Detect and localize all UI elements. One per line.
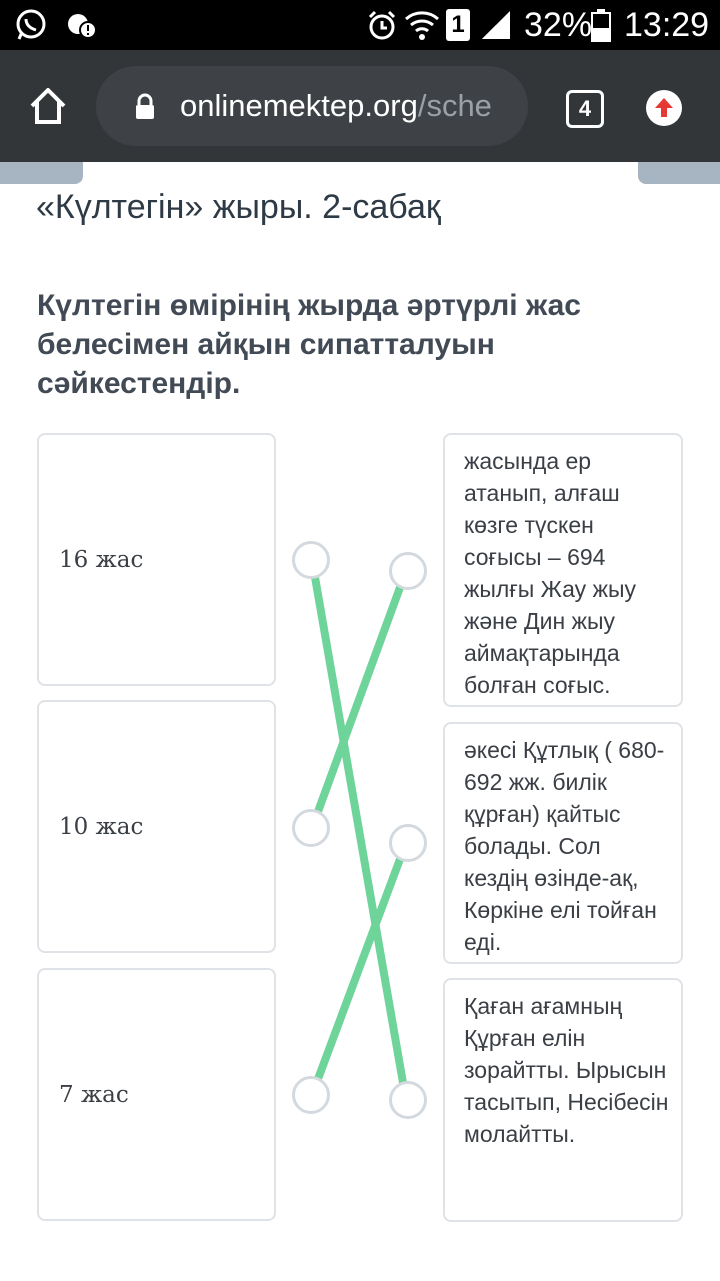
left-item-label: 10 жас (59, 813, 144, 840)
left-item-label: 16 жас (59, 546, 144, 573)
alarm-icon (366, 8, 398, 42)
battery-icon (590, 8, 612, 42)
right-connector-dot[interactable] (389, 552, 427, 590)
whatsapp-icon (14, 8, 48, 42)
nav-peek-left[interactable] (0, 162, 83, 184)
left-connector-dot[interactable] (292, 809, 330, 847)
connection-line-2 (312, 571, 406, 828)
left-item-label: 7 жас (59, 1081, 129, 1108)
wifi-icon (404, 8, 440, 42)
tab-switcher-button[interactable] (566, 90, 604, 128)
sim-icon: 1 (446, 9, 470, 41)
lock-icon (134, 93, 156, 126)
left-item-card[interactable] (37, 968, 276, 1221)
clock: 13:29 (624, 6, 710, 44)
right-item-card[interactable] (443, 722, 683, 964)
left-item-card[interactable] (37, 433, 276, 686)
battery-percent: 32% (524, 6, 593, 44)
right-item-text: жасында ер атанып, алғаш көзге түскен соғысы – 694 жылғы Жау жыу және Дин жыу аймақтарында болған соғыс. (464, 448, 636, 698)
home-icon (26, 84, 70, 128)
nav-peek-right[interactable] (638, 162, 720, 184)
right-item-card[interactable] (443, 978, 683, 1222)
url-text[interactable] (180, 86, 510, 126)
update-button[interactable] (646, 90, 682, 126)
left-item-card[interactable] (37, 700, 276, 953)
right-item-card[interactable] (443, 433, 683, 707)
right-item-text: Қаған ағамның Құрған елін зорайтты. Ырысын тасытып, Несібесін молайтты. (464, 993, 669, 1147)
right-connector-dot[interactable] (389, 824, 427, 862)
url-path: /sche (417, 88, 492, 123)
notification-alert-icon (64, 8, 98, 42)
left-connector-dot[interactable] (292, 541, 330, 579)
page-title: «Күлтегін» жыры. 2-сабақ (36, 188, 441, 226)
right-connector-dot[interactable] (389, 1081, 427, 1119)
connection-line-3 (312, 843, 406, 1095)
signal-icon (480, 8, 514, 42)
left-connector-dot[interactable] (292, 1076, 330, 1114)
arrow-up-icon (646, 90, 682, 126)
home-button[interactable] (26, 84, 70, 128)
right-item-text: әкесі Құтлық ( 680-692 жж. билік құрған) қайтыс болады. Сол кездің өзінде-ақ, Көркіне елі тойған еді. (464, 737, 665, 955)
url-domain: onlinemektep.org (180, 88, 418, 123)
question-text: Күлтегін өмірінің жырда әртүрлі жас белесімен айқын сипатталуын сәйкестендір. (37, 289, 581, 400)
tab-count: 4 (578, 96, 592, 121)
status-bar (0, 0, 720, 50)
